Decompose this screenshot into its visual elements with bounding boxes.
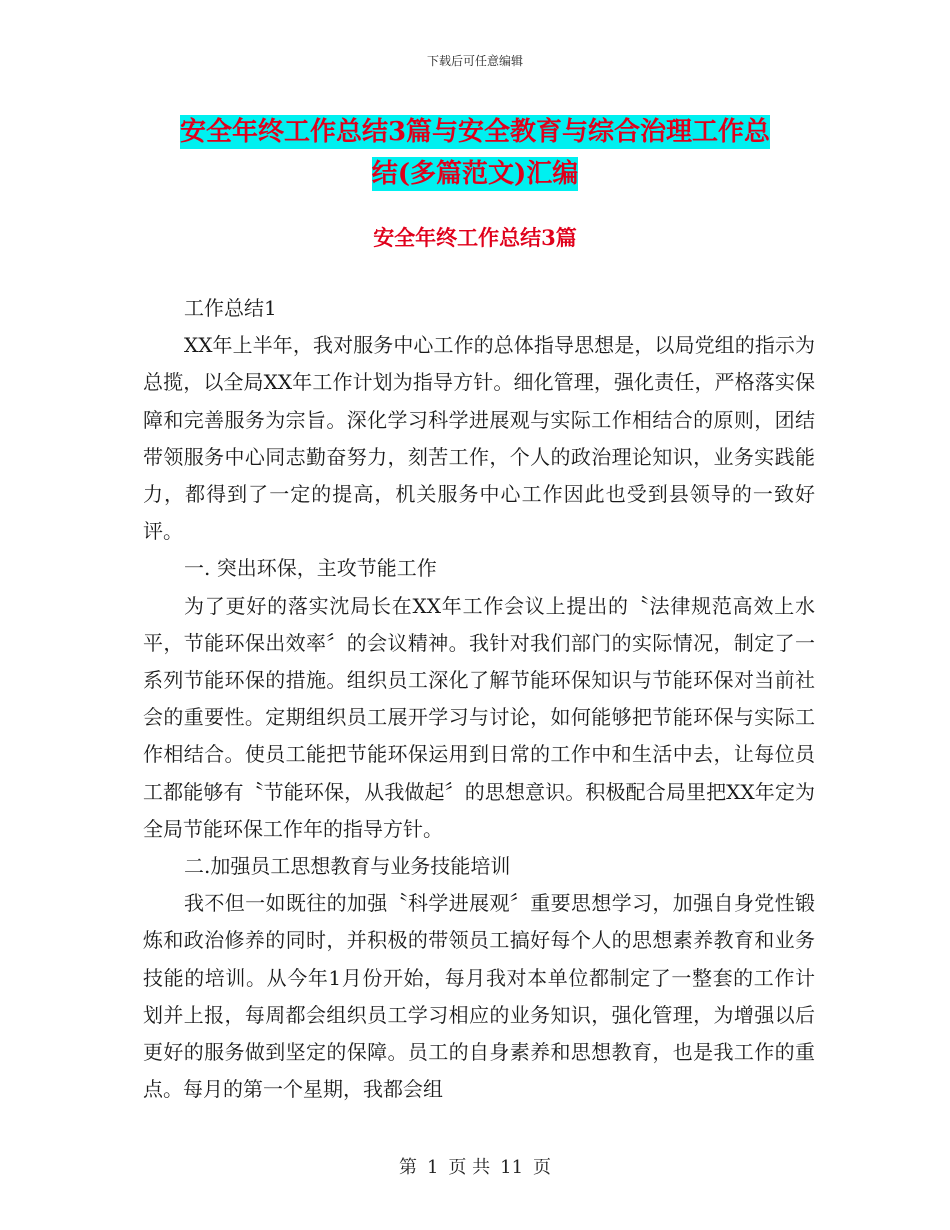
title-line-2: 结(多篇范文)汇编 [371,159,579,189]
footer-suffix: 页 [533,1157,552,1178]
footer-prefix: 第 [398,1157,417,1178]
footer-mid: 页 共 [448,1157,491,1178]
page-footer [0,1153,950,1179]
body-paragraph: 我不但一如既往的加强〝科学进展观〞重要思想学习，加强自身党性锻炼和政治修养的同时，并积极的带领员工搞好每个人的思想素养教育和业务技能的培训。从今年1月份开始，每月我对本单位都制定了一整套的工作计划并上报，每周都会组织员工学习相应的业务知识，强化管理，为增强以后更好的服务做到坚定的保障。员工的自身素养和思想教育，也是我工作的重点。每月的第一个星期，我都会组 [143,891,815,1102]
subheading-energy-saving: 一. 突出环保，主攻节能工作 [184,556,437,581]
body-paragraph: 为了更好的落实沈局长在XX年工作会议上提出的〝法律规范高效上水平，节能环保出效率〞的会议精神。我针对我们部门的实际情况，制定了一系列节能环保的措施。组织员工深化了解节能环保知识与节能环保对当前社会的重要性。定期组织员工展开学习与讨论，如何能够把节能环保与实际工作相结合。使员工能把节能环保运用到日常的工作中和生活中去，让每位员工都能够有〝节能环保，从我做起〞的思想意识。积极配合局里把XX年定为全局节能环保工作年的指导方针。 [143,593,815,841]
header-note: 下载后可任意编辑 [426,54,523,68]
subheading-staff-training: 二.加强员工思想教育与业务技能培训 [184,854,511,879]
document-title [0,111,950,195]
title-line-1: 安全年终工作总结3篇与安全教育与综合治理工作总 [179,117,771,147]
subheading-work-summary: 工作总结1 [184,296,277,320]
footer-page-number: 1 [426,1157,439,1178]
section-title: 安全年终工作总结3篇 [373,225,577,250]
body-paragraph: XX年上半年，我对服务中心工作的总体指导思想是，以局党组的指示为总揽，以全局XX年工作计划为指导方针。细化管理，强化责任，严格落实保障和完善服务为宗旨。深化学习科学进展观与实际工作相结合的原则，团结带领服务中心同志勤奋努力，刻苦工作，个人的政治理论知识，业务实践能力，都得到了一定的提高，机关服务中心工作因此也受到县领导的一致好评。 [143,333,815,544]
footer-total-pages: 11 [500,1157,524,1178]
document-body [143,290,815,1108]
